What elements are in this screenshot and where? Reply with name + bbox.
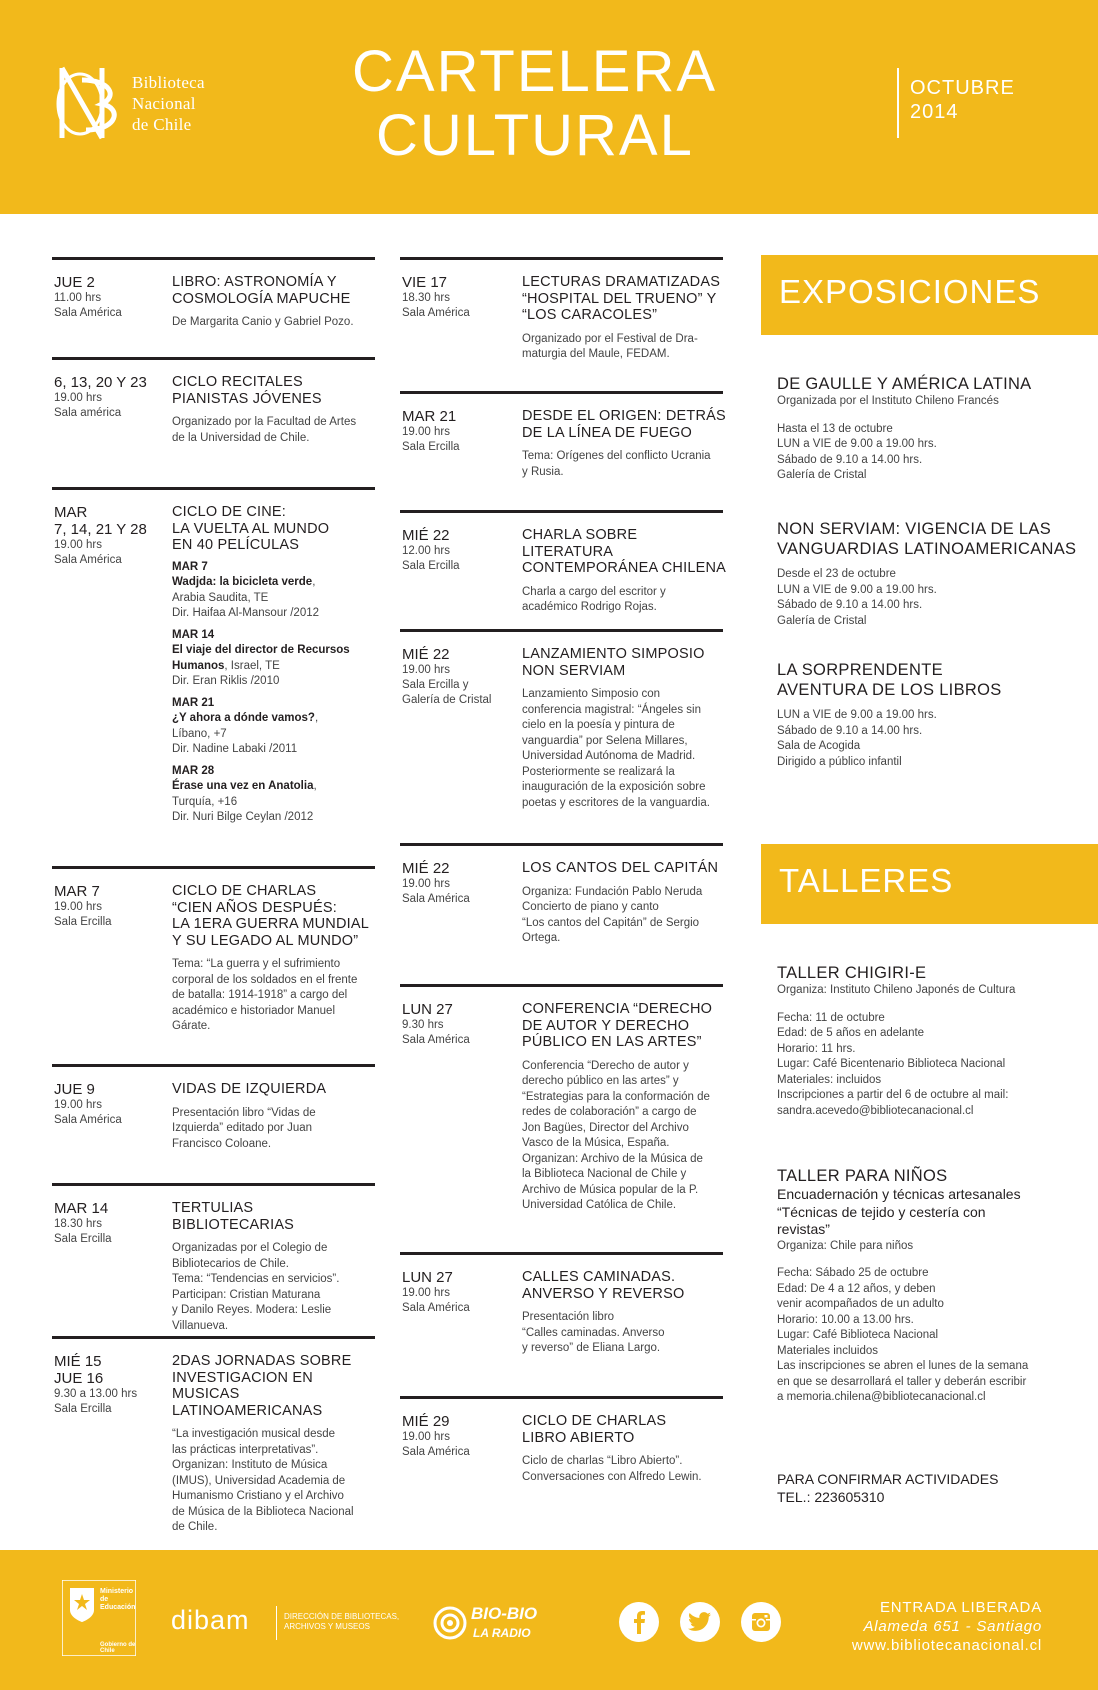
edition-date (910, 76, 1015, 124)
film-title: Érase una vez en Anatolia (172, 780, 314, 792)
event-title: CONFERENCIA “DERECHO DE AUTOR Y DERECHO PÚBLICO EN LAS ARTES” (522, 1001, 713, 1050)
event-place: Sala América (54, 307, 122, 319)
event-date: MIÉ 29 (402, 1413, 450, 1430)
exposicion-title: DE GAULLE Y AMÉRICA LATINA (777, 375, 1032, 393)
ministerio-line2: Educación (100, 1604, 136, 1611)
event-date-block (54, 883, 172, 930)
confirm-label: PARA CONFIRMAR ACTIVIDADES (777, 1471, 999, 1487)
event-description: Organizado por el Festival de Dra- maturgia del Maule, FEDAM. (522, 332, 698, 360)
dibam-divider (276, 1606, 277, 1640)
event-time: 19.00 hrs (402, 1287, 450, 1299)
header-divider (897, 68, 899, 138)
facebook-icon[interactable] (619, 1602, 659, 1642)
exposicion-title: NON SERVIAM: VIGENCIA DE LAS VANGUARDIAS LATINOAMERICANAS (777, 520, 1077, 558)
event-title: LECTURAS DRAMATIZADAS “HOSPITAL DEL TRUENO” Y “LOS CARACOLES” (522, 274, 721, 323)
twitter-icon[interactable] (680, 1602, 720, 1642)
year-label: 2014 (910, 101, 959, 123)
month-label: OCTUBRE (910, 77, 1015, 99)
taller-details: Fecha: 11 de octubre Edad: de 5 años en adelante Horario: 11 hrs. Lugar: Café Bicentenario Biblioteca Nacional Materiales: incluidos Inscripciones a partir del 6 de octubre al mail: sandra.acevedo@bibliotecanacional.cl (777, 1011, 1009, 1117)
event-title: CALLES CAMINADAS. ANVERSO Y REVERSO (522, 1269, 685, 1302)
library-name-line1: Biblioteca (132, 73, 205, 92)
gobierno-label: Gobierno de Chile (100, 1642, 136, 1654)
event-title: 2DAS JORNADAS SOBRE INVESTIGACION EN MUSICAS LATINOAMERICANAS (172, 1353, 352, 1419)
exposicion-item (777, 519, 1087, 629)
exposicion-details: Desde el 23 de octubre LUN a VIE de 9.00 a 19.00 hrs. Sábado de 9.10 a 14.00 hrs. Galería de Cristal (777, 568, 937, 627)
event-body (172, 883, 379, 1035)
exposiciones-heading: EXPOSICIONES (779, 273, 1041, 310)
col2-event (400, 257, 723, 360)
library-monogram-logo (52, 60, 124, 146)
taller-item (777, 1166, 1087, 1406)
film-entry (172, 764, 379, 826)
event-body (522, 1413, 727, 1485)
film-title: El viaje del director de Recursos Humanos (172, 644, 350, 672)
event-date: MIÉ 15 JUE 16 (54, 1353, 104, 1387)
event-body (172, 374, 379, 446)
event-time: 18.30 hrs (402, 292, 450, 304)
event-body (522, 527, 727, 616)
event-date-block (54, 1200, 172, 1247)
event-title: TERTULIAS BIBLIOTECARIAS (172, 1200, 295, 1233)
event-title: CICLO DE CHARLAS “CIEN AÑOS DESPUÉS: LA 1ERA GUERRA MUNDIAL Y SU LEGADO AL MUNDO” (172, 883, 369, 949)
film-date: MAR 7 (172, 560, 208, 573)
event-date-block (402, 408, 520, 455)
title-line2: CULTURAL (376, 103, 694, 168)
film-details: , Líbano, +7 Dir. Nadine Labaki /2011 (172, 712, 319, 755)
col1-event (52, 257, 375, 328)
confirm-info (777, 1471, 1087, 1506)
dibam-subtitle: DIRECCIÓN DE BIBLIOTECAS, ARCHIVOS Y MUSEOS (284, 1612, 400, 1631)
biobio-radio-logo (433, 1600, 541, 1646)
event-place: Sala Ercilla (54, 1403, 112, 1415)
event-date-block (54, 1081, 172, 1128)
col1-event (52, 1183, 375, 1332)
event-title: VIDAS DE IZQUIERDA (172, 1081, 327, 1097)
taller-organizer: Organiza: Instituto Chileno Japonés de Cultura (777, 984, 1016, 996)
film-date: MAR 14 (172, 628, 215, 641)
exposicion-details: LUN a VIE de 9.00 a 19.00 hrs. Sábado de 9.10 a 14.00 hrs. Sala de Acogida Dirigido a público infantil (777, 709, 937, 768)
event-place: Sala América (54, 554, 122, 566)
event-body (172, 274, 379, 331)
col1-event (52, 1064, 375, 1150)
event-body (522, 646, 727, 811)
event-body (522, 274, 727, 363)
event-title: CICLO DE CHARLAS LIBRO ABIERTO (522, 1413, 667, 1446)
exposicion-title: LA SORPRENDENTE AVENTURA DE LOS LIBROS (777, 661, 1002, 699)
dibam-logo: dibam (171, 1605, 250, 1635)
event-place: Sala América (402, 1446, 470, 1458)
event-place: Sala América (402, 307, 470, 319)
event-time: 9.30 a 13.00 hrs (54, 1388, 138, 1400)
event-time: 9.30 hrs (402, 1019, 444, 1031)
event-body (522, 1001, 727, 1214)
film-entry (172, 628, 379, 690)
film-date: MAR 28 (172, 764, 215, 777)
event-date-block (402, 274, 520, 321)
ministerio-line1: Ministerio de (100, 1588, 134, 1603)
page-title (352, 40, 717, 168)
col1-event (52, 866, 375, 1032)
taller-organizer: Organiza: Chile para niños (777, 1239, 914, 1252)
event-place: Sala Ercilla y Galería de Cristal (402, 679, 492, 706)
taller-details: Fecha: Sábado 25 de octubre Edad: De 4 a 12 años, y deben venir acompañados de un adulto Horario: 10.00 a 13.00 hrs. Lugar: Café Biblioteca Nacional Materiales incluidos Las inscripciones se abren el lunes de la semana en que se desarrollará el taller y deberán escribir a memoria.chilena@bibliotecanacional.cl (777, 1267, 1029, 1403)
event-date: JUE 2 (54, 274, 95, 291)
film-title: Wadjda: la bicicleta verde (172, 576, 313, 588)
event-date-block (402, 1413, 520, 1460)
event-date: MIÉ 22 (402, 860, 450, 877)
taller-title: TALLER CHIGIRI-E (777, 964, 927, 982)
library-name (132, 72, 205, 135)
event-description: Conferencia “Derecho de autor y derecho público en las artes” y “Estrategias para la conformación de redes de colaboración” a cargo de Jon Bagües, Director del Archivo Vasco de la Música, España. Organizan: Archivo de la Música de la Biblioteca Nacional de Chile y Archivo de Música popular de la P. Universidad Católica de Chile. (522, 1059, 710, 1211)
col2-event (400, 984, 723, 1211)
film-details: , Turquía, +16 Dir. Nuri Bilge Ceylan /2012 (172, 780, 317, 823)
event-body (522, 408, 727, 480)
event-time: 18.30 hrs (54, 1218, 102, 1230)
event-date-block (54, 274, 172, 321)
event-date-block (402, 1001, 520, 1048)
event-title: CICLO DE CINE: LA VUELTA AL MUNDO EN 40 PELÍCULAS (172, 504, 330, 553)
header-banner (0, 0, 1098, 214)
event-description: Tema: Orígenes del conflicto Ucrania y Rusia. (522, 450, 711, 478)
event-time: 12.00 hrs (402, 545, 450, 557)
event-description: Organizado por la Facultad de Artes de la Universidad de Chile. (172, 416, 357, 444)
talleres-heading: TALLERES (779, 862, 954, 899)
event-date: LUN 27 (402, 1269, 453, 1286)
radio-waves-icon (433, 1602, 467, 1644)
exposicion-item (777, 374, 1087, 484)
event-place: Sala Ercilla (402, 441, 460, 453)
event-place: Sala América (54, 1114, 122, 1126)
col2-event (400, 1252, 723, 1354)
event-time: 19.00 hrs (402, 1431, 450, 1443)
taller-subtitle: Encuadernación y técnicas artesanales “Técnicas de tejido y cestería con revistas” (777, 1186, 1021, 1237)
event-place: Sala América (402, 893, 470, 905)
exposiciones-header (761, 255, 1098, 335)
event-description: “La investigación musical desde las prácticas interpretativas”. Organizan: Instituto de Música (IMUS), Universidad Academia de Humanismo Cristiano y el Archivo de Música de la Biblioteca Nacional de Chile. (172, 1428, 354, 1533)
event-description: Ciclo de charlas “Libro Abierto”. Conversaciones con Alfredo Lewin. (522, 1455, 702, 1483)
event-date: LUN 27 (402, 1001, 453, 1018)
event-date: 6, 13, 20 Y 23 (54, 374, 147, 391)
exposicion-organizer: Organizada por el Instituto Chileno Francés (777, 395, 999, 407)
exposicion-item (777, 660, 1087, 770)
event-description: Organizadas por el Colegio de Bibliotecarios de Chile. Tema: “Tendencias en servicios”. Participan: Cristian Maturana y Danilo Reyes. Modera: Leslie Villanueva. (172, 1242, 340, 1332)
event-place: Sala Ercilla (54, 1233, 112, 1245)
film-entry (172, 560, 379, 622)
event-date-block (402, 527, 520, 574)
event-time: 19.00 hrs (54, 392, 102, 404)
event-date-block (54, 1353, 172, 1417)
library-name-line3: de Chile (132, 115, 192, 134)
film-details: , Arabia Saudita, TE Dir. Haifaa Al-Mansour /2012 (172, 576, 320, 619)
event-time: 19.00 hrs (54, 1099, 102, 1111)
event-date-block (402, 1269, 520, 1316)
event-body (522, 1269, 727, 1357)
confirm-phone: TEL.: 223605310 (777, 1488, 885, 1505)
address: Alameda 651 - Santiago (863, 1618, 1042, 1635)
event-date-block (402, 646, 520, 708)
film-details: , Israel, TE Dir. Eran Riklis /2010 (172, 659, 280, 687)
event-body (172, 1081, 379, 1152)
footer (0, 1550, 1098, 1690)
footer-info (852, 1598, 1042, 1655)
event-time: 11.00 hrs (54, 292, 102, 304)
radio-tagline: LA RADIO (473, 1626, 531, 1640)
event-description: Presentación libro “Calles caminadas. Anverso y reverso” de Eliana Largo. (522, 1311, 665, 1354)
taller-item (777, 963, 1087, 1119)
event-date: JUE 9 (54, 1081, 95, 1098)
event-body (172, 504, 379, 826)
event-date: MAR 21 (402, 408, 457, 425)
event-date-block (402, 860, 520, 907)
event-title: CHARLA SOBRE LITERATURA CONTEMPORÁNEA CHILENA (522, 527, 727, 576)
event-date: VIE 17 (402, 274, 448, 291)
film-title: ¿Y ahora a dónde vamos? (172, 712, 315, 724)
event-title: LANZAMIENTO SIMPOSIO NON SERVIAM (522, 646, 705, 679)
event-time: 19.00 hrs (402, 664, 450, 676)
event-description: Tema: “La guerra y el sufrimiento corporal de los soldados en el frente de batalla: 1914-1918” a cargo del académico e historiador Manuel Gárate. (172, 958, 358, 1032)
website-link[interactable]: www.bibliotecanacional.cl (851, 1637, 1042, 1654)
event-place: Sala Ercilla (54, 916, 112, 928)
entrada-liberada: ENTRADA LIBERADA (879, 1599, 1042, 1616)
event-date: MAR 14 (54, 1200, 109, 1217)
event-title: CICLO RECITALES PIANISTAS JÓVENES (172, 374, 322, 407)
event-body (172, 1353, 379, 1536)
film-date: MAR 21 (172, 696, 215, 709)
event-description: De Margarita Canio y Gabriel Pozo. (172, 316, 354, 328)
ministerio-logo (62, 1580, 136, 1656)
event-description: Charla a cargo del escritor y académico Rodrigo Rojas. (522, 585, 666, 613)
col1-event (52, 1336, 375, 1533)
event-date: MIÉ 22 (402, 527, 450, 544)
radio-name: BIO-BIO (471, 1604, 538, 1623)
event-title: LIBRO: ASTRONOMÍA Y COSMOLOGÍA MAPUCHE (172, 274, 351, 307)
talleres-header (761, 844, 1098, 924)
event-date: MIÉ 22 (402, 646, 450, 663)
event-time: 19.00 hrs (54, 901, 102, 913)
event-description: Lanzamiento Simposio con conferencia magistral: “Ángeles sin cielo en la poesía y pintura de vanguardia” por Selena Millares, Universidad Autónoma de Madrid. Posteriormente se realizará la inauguración de la exposición sobre poetas y escritores de la vanguardia. (522, 688, 710, 809)
col2-event (400, 391, 726, 478)
event-description: Presentación libro “Vidas de Izquierda” editado por Juan Francisco Coloane. (172, 1106, 316, 1150)
library-name-line2: Nacional (132, 94, 196, 113)
col2-event (400, 510, 727, 613)
event-description: Organiza: Fundación Pablo Neruda Concierto de piano y canto “Los cantos del Capitán” de Sergio Ortega. (522, 885, 703, 944)
title-line1: CARTELERA (352, 39, 718, 104)
event-body (522, 860, 727, 947)
event-date-block (54, 504, 172, 568)
instagram-icon[interactable] (741, 1602, 781, 1642)
event-date: MAR 7, 14, 21 Y 28 (54, 504, 147, 538)
event-date: MAR 7 (54, 883, 100, 900)
event-time: 19.00 hrs (402, 426, 450, 438)
col2-event (400, 629, 723, 809)
event-place: Sala américa (54, 407, 122, 419)
event-place: Sala América (402, 1302, 470, 1314)
taller-title: TALLER PARA NIÑOS (777, 1167, 948, 1185)
col2-event (400, 1396, 723, 1483)
event-time: 19.00 hrs (54, 539, 102, 551)
event-place: Sala América (402, 1034, 470, 1046)
col1-event (52, 357, 375, 444)
film-entry (172, 696, 379, 758)
event-date-block (54, 374, 172, 421)
col1-event (52, 487, 375, 823)
event-title: DESDE EL ORIGEN: DETRÁS DE LA LÍNEA DE FUEGO (522, 408, 726, 441)
col2-event (400, 843, 723, 944)
exposicion-details: Hasta el 13 de octubre LUN a VIE de 9.00 a 19.00 hrs. Sábado de 9.10 a 14.00 hrs. Galería de Cristal (777, 422, 937, 481)
event-time: 19.00 hrs (402, 878, 450, 890)
event-body (172, 1200, 379, 1334)
event-place: Sala Ercilla (402, 560, 460, 572)
event-title: LOS CANTOS DEL CAPITÁN (522, 860, 719, 876)
